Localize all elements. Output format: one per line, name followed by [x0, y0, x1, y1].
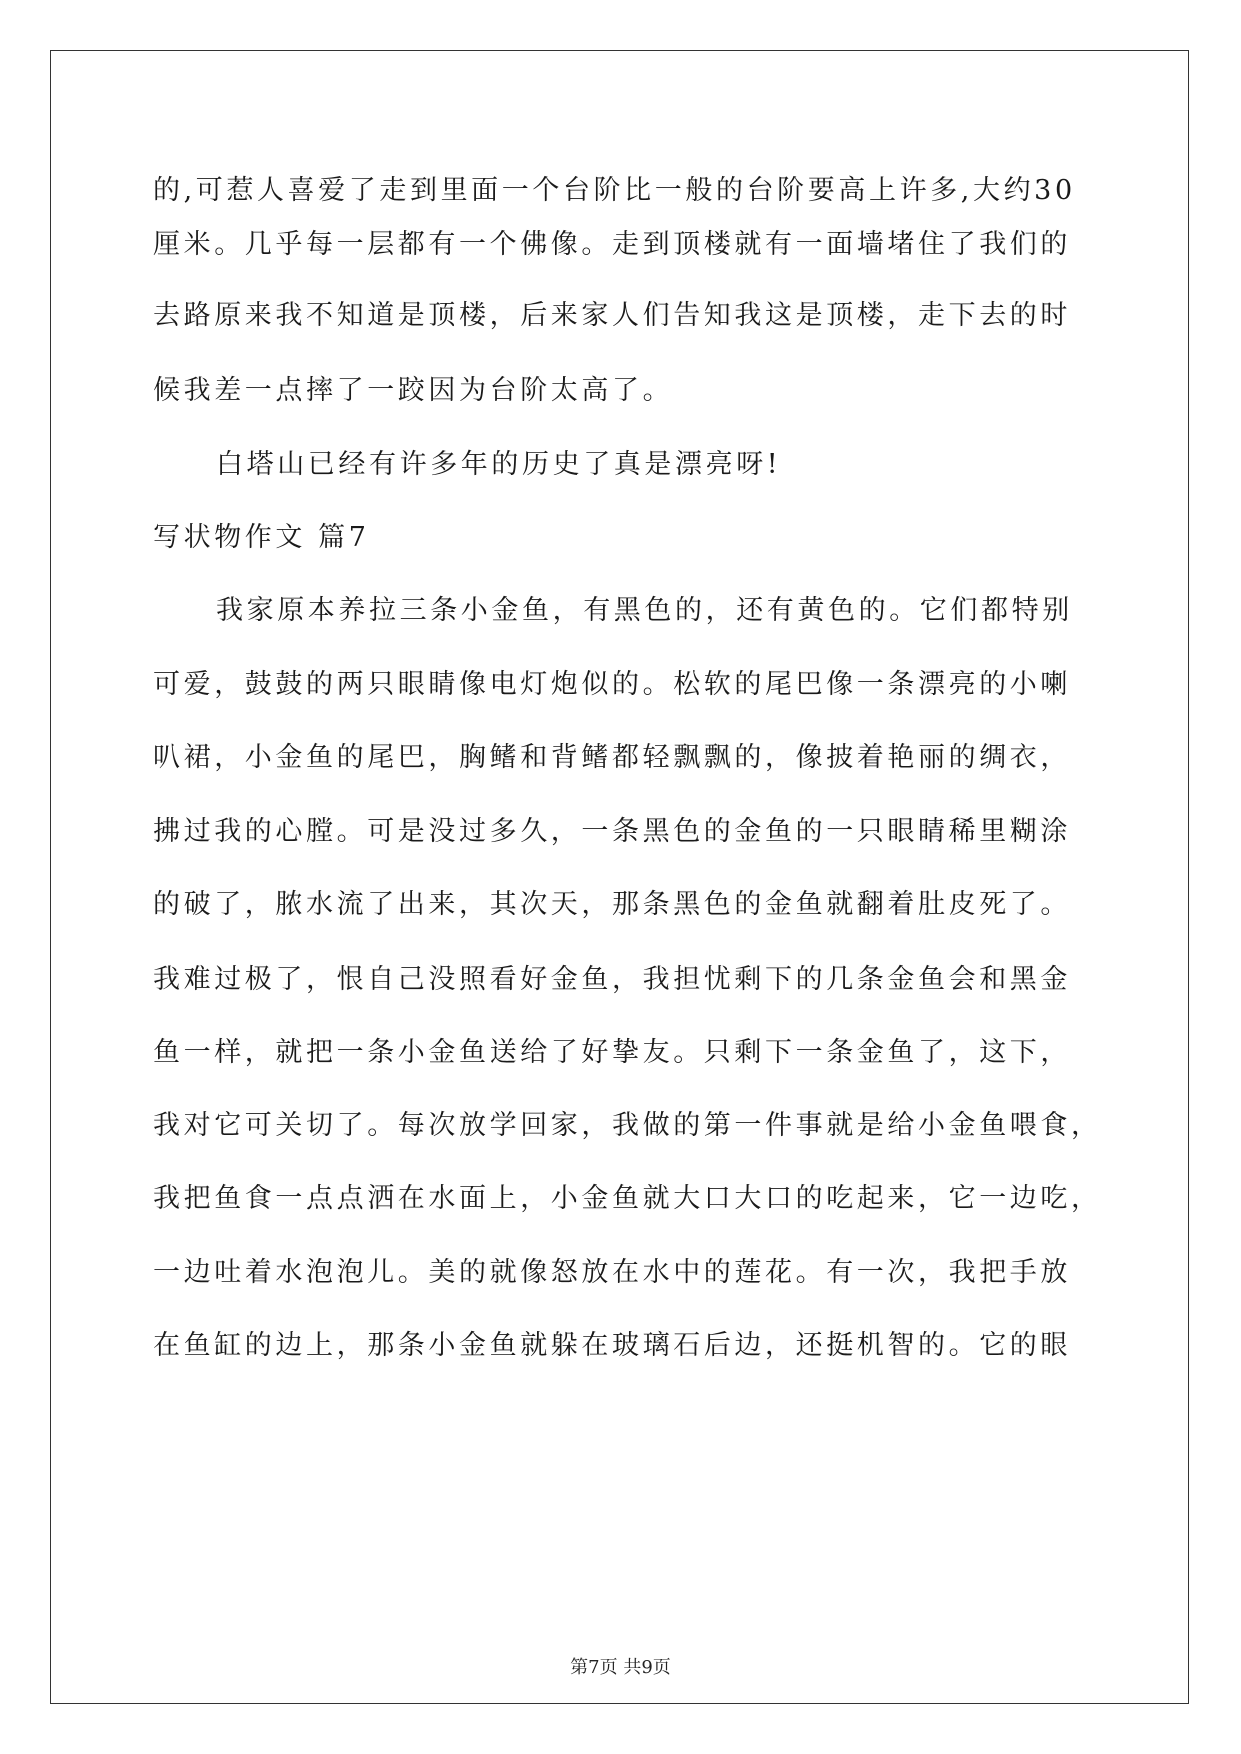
text-line: 我对它可关切了。每次放学回家，我做的第一件事就是给小金鱼喂食，	[153, 1110, 1102, 1141]
text-line: 鱼一样，就把一条小金鱼送给了好挚友。只剩下一条金鱼了，这下，	[153, 1037, 1071, 1068]
paragraph-line: 白塔山已经有许多年的历史了真是漂亮呀!	[216, 449, 782, 480]
page-number-footer: 第7页 共9页	[570, 1657, 671, 1678]
text-line: 叭裙，小金鱼的尾巴，胸鳍和背鳍都轻飘飘的，像披着艳丽的绸衣，	[153, 742, 1071, 773]
text-line: 候我差一点摔了一跤因为台阶太高了。	[153, 375, 674, 406]
text-line: 可爱，鼓鼓的两只眼睛像电灯炮似的。松软的尾巴像一条漂亮的小喇	[153, 669, 1071, 700]
text-line: 我难过极了，恨自己没照看好金鱼，我担忧剩下的几条金鱼会和黑金	[153, 964, 1071, 995]
text-line: 我把鱼食一点点洒在水面上，小金鱼就大口大口的吃起来，它一边吃，	[153, 1183, 1102, 1214]
text-line: 拂过我的心膛。可是没过多久，一条黑色的金鱼的一只眼睛稀里糊涂	[153, 816, 1071, 847]
section-heading: 写状物作文 篇7	[153, 522, 370, 553]
text-line: 的破了，脓水流了出来，其次天，那条黑色的金鱼就翻着肚皮死了。	[153, 889, 1071, 920]
paragraph-line: 我家原本养拉三条小金鱼，有黑色的，还有黄色的。它们都特别	[216, 595, 1073, 626]
text-line: 的,可惹人喜爱了走到里面一个台阶比一般的台阶要高上许多,大约30	[153, 175, 1076, 206]
text-line: 厘米。几乎每一层都有一个佛像。走到顶楼就有一面墙堵住了我们的	[153, 229, 1071, 260]
text-line: 在鱼缸的边上，那条小金鱼就躲在玻璃石后边，还挺机智的。它的眼	[153, 1330, 1071, 1361]
text-line: 一边吐着水泡泡儿。美的就像怒放在水中的莲花。有一次，我把手放	[153, 1257, 1071, 1288]
text-line: 去路原来我不知道是顶楼，后来家人们告知我这是顶楼，走下去的时	[153, 300, 1071, 331]
